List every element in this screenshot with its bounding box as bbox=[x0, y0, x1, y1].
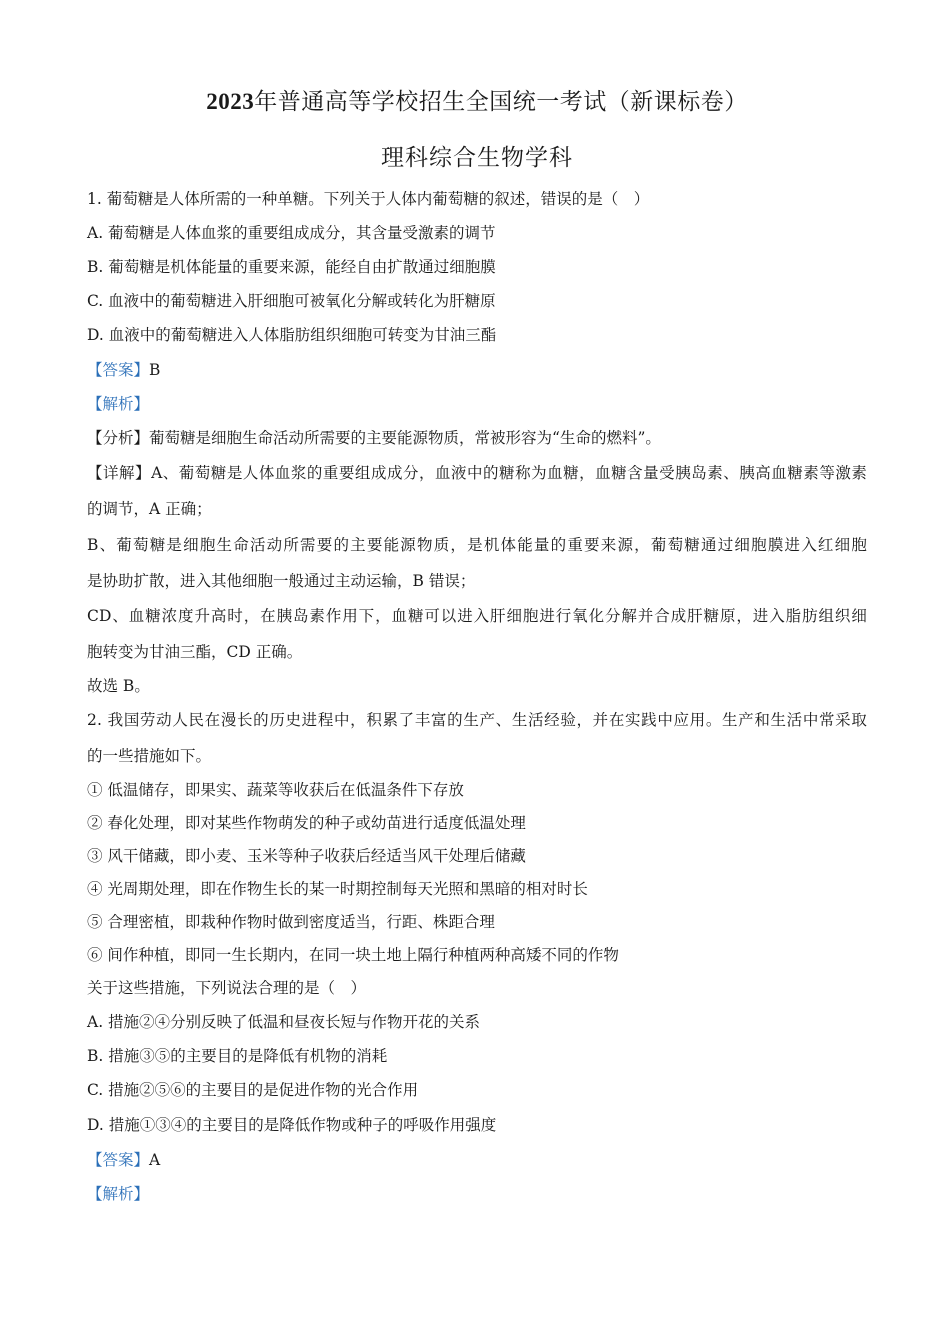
q2-measure-6: ⑥ 间作种植，即同一生长期内，在同一块土地上隔行种植两种高矮不同的作物 bbox=[87, 946, 619, 964]
xiangjie-tag: 【详解】 bbox=[87, 464, 152, 482]
q2-option-b: B. 措施③⑤的主要目的是降低有机物的消耗 bbox=[87, 1047, 388, 1065]
detail-text: A、葡萄糖是人体血浆的重要组成成分，血液中的糖称为血糖，血糖含量受胰岛素、胰高血糖素等激素 bbox=[151, 464, 867, 482]
q2-answer bbox=[87, 1149, 160, 1171]
q1-option-a: A. 葡萄糖是人体血浆的重要组成成分，其含量受激素的调节 bbox=[87, 224, 496, 242]
q2-measure-4: ④ 光周期处理，即在作物生长的某一时期控制每天光照和黑暗的相对时长 bbox=[87, 880, 588, 898]
q1-detail-line-3: B、葡萄糖是细胞生命活动所需要的主要能源物质，是机体能量的重要来源，葡萄糖通过细胞膜进入红细胞 bbox=[87, 536, 867, 554]
q1-analysis-tag: 【解析】 bbox=[87, 395, 150, 413]
q1-detail-line-2: 的调节，A 正确； bbox=[87, 500, 212, 518]
page-subtitle: 理科综合生物学科 bbox=[381, 145, 573, 171]
page-title bbox=[87, 86, 867, 118]
answer-value: B bbox=[149, 361, 161, 379]
q2-option-c: C. 措施②⑤⑥的主要目的是促进作物的光合作用 bbox=[87, 1081, 419, 1099]
q1-detail-line-4: 是协助扩散，进入其他细胞一般通过主动运输，B 错误； bbox=[87, 572, 476, 590]
q1-option-d: D. 血液中的葡萄糖进入人体脂肪组织细胞可转变为甘油三酯 bbox=[87, 326, 497, 344]
q1-detail-line-5: CD、血糖浓度升高时，在胰岛素作用下，血糖可以进入肝细胞进行氧化分解并合成肝糖原，进入脂肪组织细 bbox=[87, 607, 867, 625]
q1-stem: 1. 葡萄糖是人体所需的一种单糖。下列关于人体内葡萄糖的叙述，错误的是（ ） bbox=[87, 190, 650, 208]
title-text: 年普通高等学校招生全国统一考试（新课标卷） bbox=[254, 89, 748, 115]
fenxi-tag: 【分析】 bbox=[87, 429, 150, 447]
answer-value: A bbox=[149, 1151, 161, 1169]
q2-measure-2: ② 春化处理，即对某些作物萌发的种子或幼苗进行适度低温处理 bbox=[87, 814, 526, 832]
q1-answer bbox=[87, 359, 160, 381]
q1-detail-line-1 bbox=[87, 462, 867, 484]
q2-option-a: A. 措施②④分别反映了低温和昼夜长短与作物开花的关系 bbox=[87, 1013, 481, 1031]
q2-measure-5: ⑤ 合理密植，即栽种作物时做到密度适当，行距、株距合理 bbox=[87, 913, 495, 931]
q2-question: 关于这些措施，下列说法合理的是（ ） bbox=[87, 979, 367, 997]
title-year: 2023 bbox=[206, 89, 255, 114]
q2-option-d: D. 措施①③④的主要目的是降低作物或种子的呼吸作用强度 bbox=[87, 1116, 497, 1134]
fenxi-text: 葡萄糖是细胞生命活动所需要的主要能源物质，常被形容为“生命的燃料”。 bbox=[149, 429, 661, 447]
answer-tag: 【答案】 bbox=[87, 1151, 150, 1169]
q1-detail-line-6: 胞转变为甘油三酯，CD 正确。 bbox=[87, 643, 303, 661]
q2-analysis-tag: 【解析】 bbox=[87, 1185, 150, 1203]
q1-fenxi bbox=[87, 427, 661, 449]
q2-stem-line-1: 2. 我国劳动人民在漫长的历史进程中，积累了丰富的生产、生活经验，并在实践中应用。生产和生活中常采取 bbox=[87, 711, 867, 729]
q2-stem-line-2: 的一些措施如下。 bbox=[87, 747, 212, 765]
q1-option-c: C. 血液中的葡萄糖进入肝细胞可被氧化分解或转化为肝糖原 bbox=[87, 292, 496, 310]
q2-measure-1: ① 低温储存，即果实、蔬菜等收获后在低温条件下存放 bbox=[87, 781, 464, 799]
q1-conclusion: 故选 B。 bbox=[87, 677, 150, 695]
answer-tag: 【答案】 bbox=[87, 361, 150, 379]
q2-measure-3: ③ 风干储藏，即小麦、玉米等种子收获后经适当风干处理后储藏 bbox=[87, 847, 526, 865]
q1-option-b: B. 葡萄糖是机体能量的重要来源，能经自由扩散通过细胞膜 bbox=[87, 258, 496, 276]
